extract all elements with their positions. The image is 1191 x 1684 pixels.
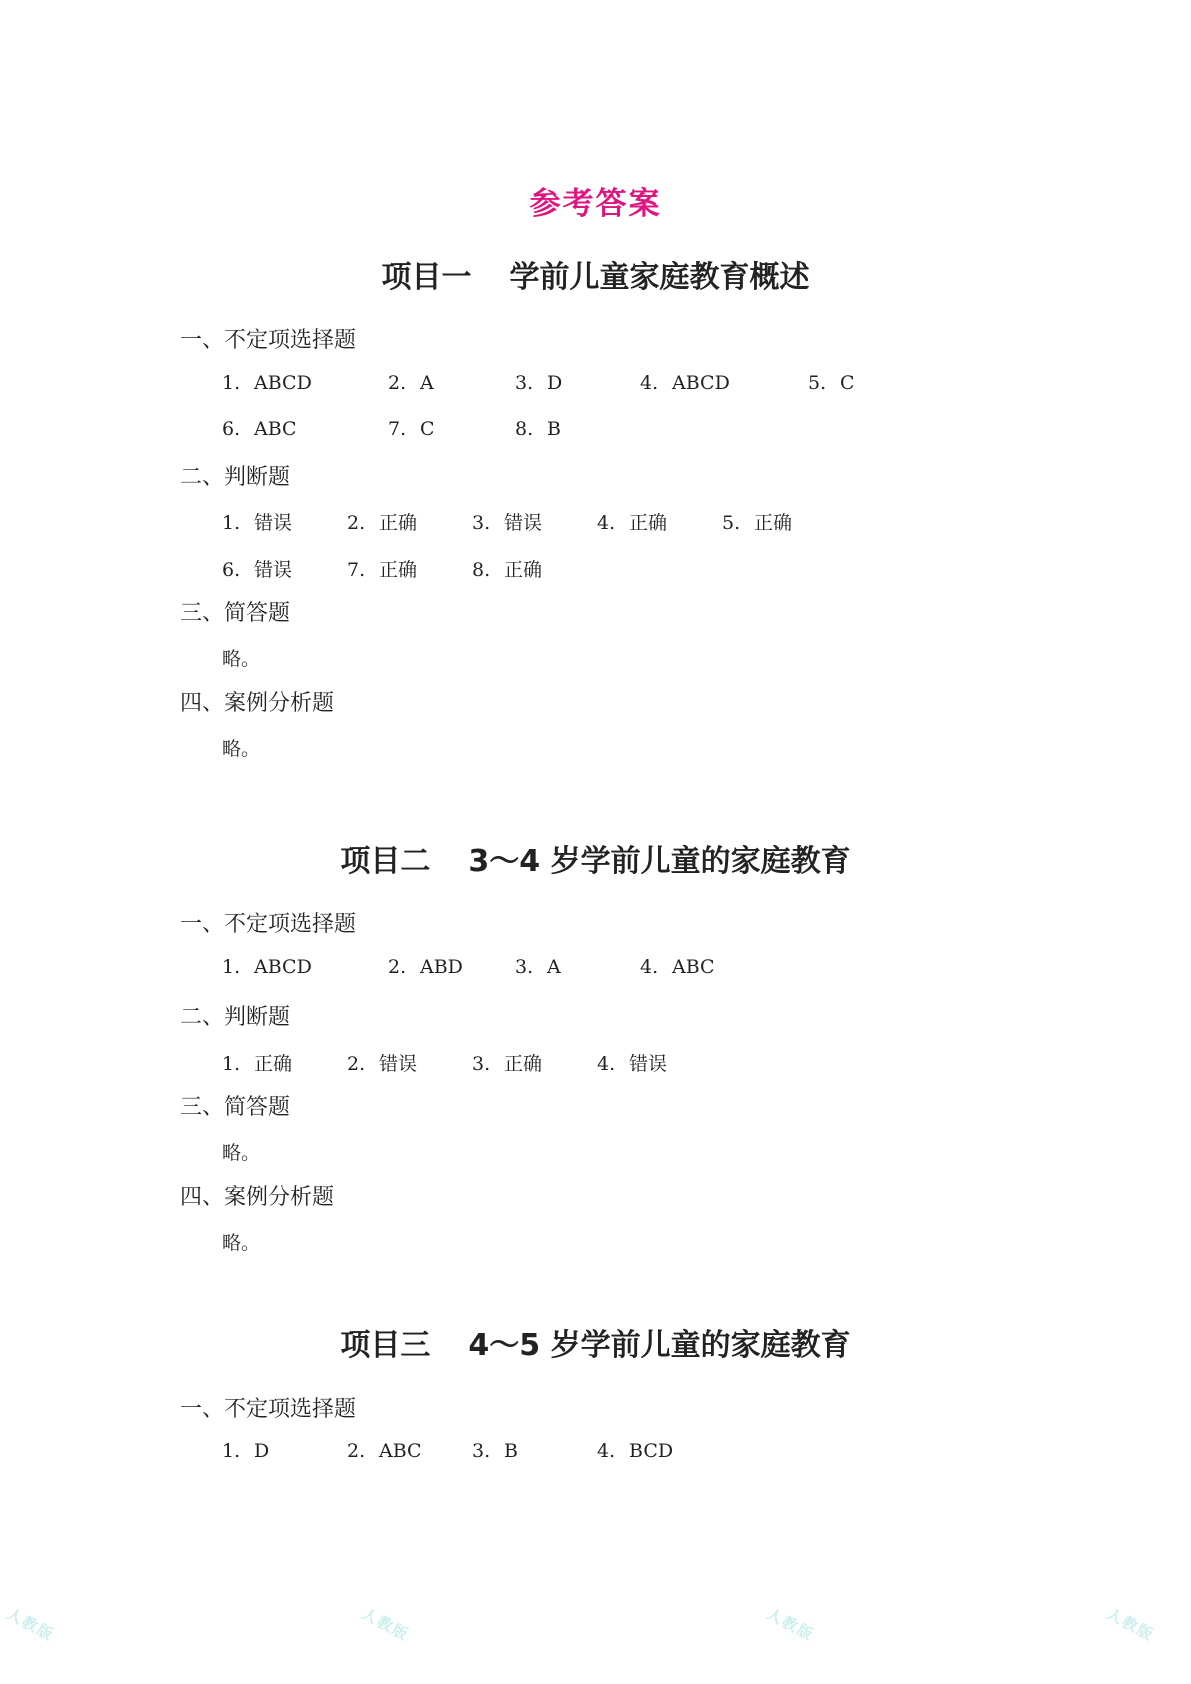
p3-mc-num: 4. xyxy=(597,1440,616,1462)
p2-tf-value: 错误 xyxy=(379,1053,418,1075)
p2-mc-num: 4. xyxy=(640,956,659,978)
p3-mc-num: 1. xyxy=(222,1440,241,1462)
p1-section-multiple-choice: 一、不定项选择题 xyxy=(180,328,357,353)
p3-mc-value: ABC xyxy=(379,1440,422,1462)
p1-tf-answer xyxy=(722,508,792,535)
p2-tf-num: 1. xyxy=(222,1053,241,1075)
p1-tf-answer xyxy=(347,508,417,535)
page-title: 参考答案 xyxy=(529,186,662,222)
p3-mc-answer xyxy=(222,1440,269,1462)
p2-tf-answer xyxy=(222,1049,292,1076)
p2-mc-num: 3. xyxy=(515,956,534,978)
p2-tf-answer xyxy=(347,1049,417,1076)
p1-tf-answer xyxy=(472,508,542,535)
p3-mc-answer xyxy=(597,1440,673,1462)
p2-short-answer-note: 略。 xyxy=(222,1142,261,1164)
p1-mc-num: 5. xyxy=(808,372,827,394)
p2-mc-answer xyxy=(222,956,312,978)
project-3-title xyxy=(0,1320,1191,1364)
p2-mc-answer xyxy=(515,956,561,978)
p2-tf-num: 4. xyxy=(597,1053,616,1075)
watermark-text: 人教版 xyxy=(3,1604,58,1645)
watermark-text: 人教版 xyxy=(358,1604,413,1645)
p3-mc-num: 2. xyxy=(347,1440,366,1462)
p1-mc-answer xyxy=(388,418,435,440)
project-2-title xyxy=(0,836,1191,880)
p2-section-multiple-choice: 一、不定项选择题 xyxy=(180,912,357,937)
watermark-logo xyxy=(352,1603,447,1675)
p1-mc-num: 1. xyxy=(222,372,241,394)
p3-mc-value: BCD xyxy=(629,1440,674,1462)
p1-mc-value: D xyxy=(547,372,563,394)
p3-mc-answer xyxy=(347,1440,422,1462)
p1-mc-answer xyxy=(515,418,561,440)
p2-section-true-false: 二、判断题 xyxy=(180,1005,291,1030)
p1-tf-answer xyxy=(222,508,292,535)
p1-section-short-answer: 三、简答题 xyxy=(180,601,291,626)
p2-mc-value: ABD xyxy=(420,956,463,978)
project-3-name: 4～5 岁学前儿童的家庭教育 xyxy=(468,1328,851,1363)
p1-tf-num: 3. xyxy=(472,512,491,534)
p2-tf-answer xyxy=(597,1049,667,1076)
watermark-text: 人教版 xyxy=(763,1604,818,1645)
watermark-text: 人教版 xyxy=(1103,1604,1158,1645)
project-1-title xyxy=(0,252,1191,296)
p2-tf-num: 2. xyxy=(347,1053,366,1075)
p1-tf-answer xyxy=(222,555,292,582)
p2-mc-value: A xyxy=(547,956,561,978)
p1-tf-num: 5. xyxy=(722,512,741,534)
p2-mc-value: ABCD xyxy=(254,956,312,978)
p1-tf-num: 2. xyxy=(347,512,366,534)
p1-tf-num: 4. xyxy=(597,512,616,534)
watermark-logo xyxy=(0,1603,93,1675)
p1-tf-value: 正确 xyxy=(629,512,668,534)
p2-tf-answer xyxy=(472,1049,542,1076)
p1-mc-answer xyxy=(515,372,562,394)
project-2-prefix: 项目二 xyxy=(340,844,431,879)
p1-mc-num: 3. xyxy=(515,372,534,394)
p1-tf-value: 正确 xyxy=(379,512,418,534)
watermark-logo xyxy=(757,1603,852,1675)
p1-tf-num: 7. xyxy=(347,559,366,581)
p3-mc-num: 3. xyxy=(472,1440,491,1462)
p2-tf-value: 正确 xyxy=(504,1053,543,1075)
p2-mc-value: ABC xyxy=(672,956,715,978)
p1-mc-answer xyxy=(808,372,855,394)
project-1-name: 学前儿童家庭教育概述 xyxy=(509,260,810,295)
p1-mc-answer xyxy=(222,418,297,440)
p1-case-analysis-note: 略。 xyxy=(222,738,261,760)
watermark-logo xyxy=(1097,1603,1191,1675)
p2-tf-value: 正确 xyxy=(254,1053,293,1075)
p2-section-case-analysis: 四、案例分析题 xyxy=(180,1185,335,1210)
p1-mc-value: A xyxy=(420,372,434,394)
project-3-prefix: 项目三 xyxy=(340,1328,431,1363)
p1-mc-value: C xyxy=(840,372,855,394)
p1-section-case-analysis: 四、案例分析题 xyxy=(180,691,335,716)
p2-section-short-answer: 三、简答题 xyxy=(180,1095,291,1120)
p3-mc-value: D xyxy=(254,1440,270,1462)
p2-mc-num: 1. xyxy=(222,956,241,978)
p1-mc-num: 2. xyxy=(388,372,407,394)
p1-mc-num: 7. xyxy=(388,418,407,440)
p1-mc-value: B xyxy=(547,418,561,440)
p1-mc-value: ABCD xyxy=(254,372,312,394)
p1-tf-num: 6. xyxy=(222,559,241,581)
p1-tf-num: 8. xyxy=(472,559,491,581)
p1-tf-num: 1. xyxy=(222,512,241,534)
p1-tf-answer xyxy=(347,555,417,582)
p2-mc-answer xyxy=(388,956,463,978)
p1-mc-answer xyxy=(222,372,312,394)
p1-mc-num: 4. xyxy=(640,372,659,394)
p1-short-answer-note: 略。 xyxy=(222,648,261,670)
project-2-name: 3～4 岁学前儿童的家庭教育 xyxy=(468,844,851,879)
p2-mc-num: 2. xyxy=(388,956,407,978)
p1-tf-value: 正确 xyxy=(379,559,418,581)
p1-tf-answer xyxy=(472,555,542,582)
p1-mc-answer xyxy=(388,372,434,394)
p1-tf-value: 错误 xyxy=(504,512,543,534)
p2-tf-num: 3. xyxy=(472,1053,491,1075)
p2-case-analysis-note: 略。 xyxy=(222,1232,261,1254)
p1-mc-value: ABCD xyxy=(672,372,730,394)
p1-tf-value: 错误 xyxy=(254,512,293,534)
p1-section-true-false: 二、判断题 xyxy=(180,465,291,490)
project-1-prefix: 项目一 xyxy=(381,260,472,295)
p3-section-multiple-choice: 一、不定项选择题 xyxy=(180,1397,357,1422)
p1-tf-answer xyxy=(597,508,667,535)
p2-tf-value: 错误 xyxy=(629,1053,668,1075)
p1-mc-value: C xyxy=(420,418,435,440)
p1-mc-num: 6. xyxy=(222,418,241,440)
p1-tf-value: 正确 xyxy=(754,512,793,534)
p1-mc-num: 8. xyxy=(515,418,534,440)
p2-mc-answer xyxy=(640,956,715,978)
p1-mc-value: ABC xyxy=(254,418,297,440)
p1-tf-value: 错误 xyxy=(254,559,293,581)
p3-mc-answer xyxy=(472,1440,518,1462)
p1-tf-value: 正确 xyxy=(504,559,543,581)
p1-mc-answer xyxy=(640,372,730,394)
p3-mc-value: B xyxy=(504,1440,518,1462)
